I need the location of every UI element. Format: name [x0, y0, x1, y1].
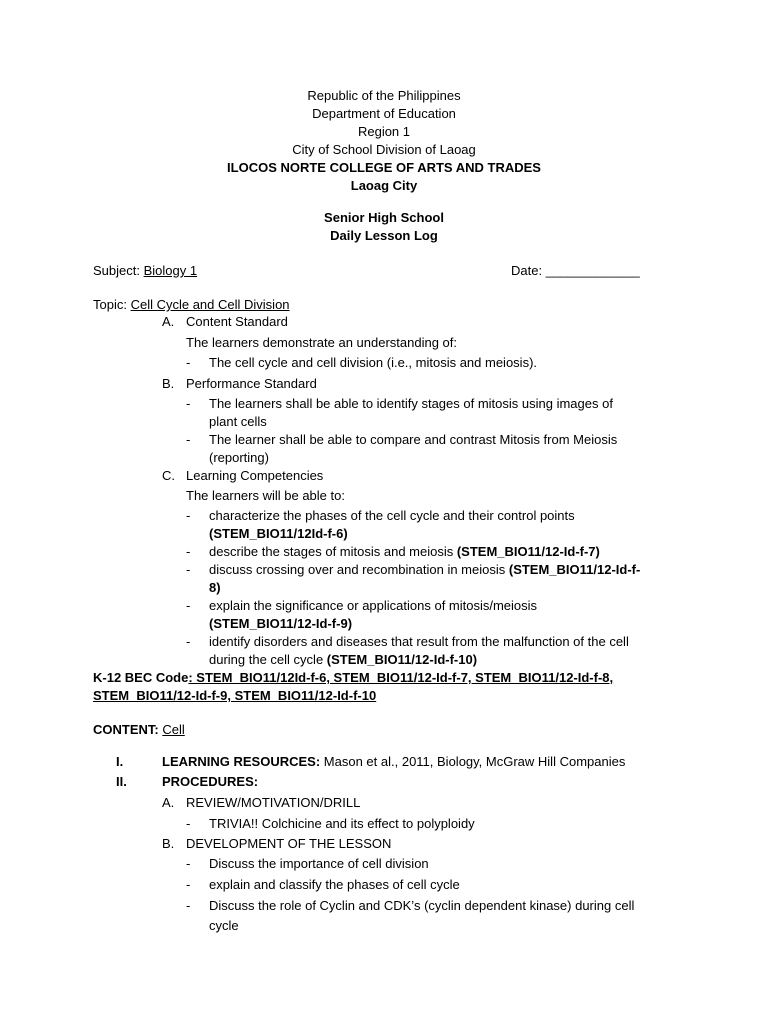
development-item-3-line-2: cycle	[209, 918, 239, 933]
development-item-1: Discuss the importance of cell division	[209, 856, 429, 871]
content-standard-intro: The learners demonstrate an understanding of:	[186, 335, 458, 350]
bullet-dash: -	[186, 856, 191, 871]
development-marker: B.	[162, 836, 175, 851]
competency-2-text: describe the stages of mitosis and meiosis	[209, 544, 457, 559]
development-title: DEVELOPMENT OF THE LESSON	[186, 836, 392, 851]
competency-1-code: (STEM_BIO11/12Id-f-6)	[209, 526, 348, 541]
header-division: City of School Division of Laoag	[292, 142, 476, 157]
performance-item-2-line-1: The learner shall be able to compare and contrast Mitosis from Meiosis	[209, 432, 618, 447]
header-city: Laoag City	[350, 178, 418, 193]
content-standard-title: Content Standard	[186, 314, 288, 329]
performance-standard-title: Performance Standard	[186, 376, 317, 391]
section-1-marker: I.	[116, 754, 124, 769]
competencies-title: Learning Competencies	[186, 468, 324, 483]
competency-5-line-2	[209, 652, 477, 668]
topic-line	[93, 297, 290, 313]
bec-code-label: K-12 BEC Code	[93, 670, 189, 685]
competency-1-line-1: characterize the phases of the cell cycle and their control points	[209, 508, 575, 523]
topic-value: Cell Cycle and Cell Division	[130, 297, 290, 312]
date-label: Date:	[511, 263, 546, 278]
performance-item-2-line-2: (reporting)	[209, 450, 269, 465]
header-republic: Republic of the Philippines	[307, 88, 461, 103]
review-item: TRIVIA!! Colchicine and its effect to polyploidy	[209, 816, 475, 831]
competency-2	[209, 544, 600, 560]
date-blank: _____________	[545, 263, 640, 278]
performance-item-1-line-2: plant cells	[209, 414, 267, 429]
performance-standard-marker: B.	[162, 376, 175, 391]
bullet-dash: -	[186, 877, 191, 892]
topic-label: Topic:	[93, 297, 131, 312]
learning-resources-label: LEARNING RESOURCES:	[162, 754, 324, 769]
bullet-dash: -	[186, 598, 191, 613]
review-title: REVIEW/MOTIVATION/DRILL	[186, 795, 361, 810]
performance-item-1-line-1: The learners shall be able to identify stages of mitosis using images of	[209, 396, 613, 411]
competency-4-code: (STEM_BIO11/12-Id-f-9)	[209, 616, 353, 631]
development-item-3-line-1: Discuss the role of Cyclin and CDK’s (cyclin dependent kinase) during cell	[209, 898, 635, 913]
competency-5-code: (STEM_BIO11/12-Id-f-10)	[326, 652, 478, 667]
bullet-dash: -	[186, 898, 191, 913]
bullet-dash: -	[186, 634, 191, 649]
subject-line	[93, 263, 197, 279]
header-region: Region 1	[357, 124, 411, 139]
competency-3	[209, 562, 640, 578]
bullet-dash: -	[186, 816, 191, 831]
learning-resources-value: Mason et al., 2011, Biology, McGraw Hill Companies	[323, 754, 626, 769]
bullet-dash: -	[186, 544, 191, 559]
content-label: CONTENT:	[93, 722, 163, 737]
bullet-dash: -	[186, 562, 191, 577]
competency-2-code: (STEM_BIO11/12-Id-f-7)	[456, 544, 600, 559]
header-department: Department of Education	[312, 106, 456, 121]
review-marker: A.	[162, 795, 175, 810]
competencies-intro: The learners will be able to:	[186, 488, 345, 503]
document-title: Daily Lesson Log	[330, 228, 438, 243]
bec-code-values-1: : STEM_BIO11/12Id-f-6, STEM_BIO11/12-Id-f-7, STEM_BIO11/12-Id-f-8,	[188, 670, 614, 685]
date-line	[511, 263, 640, 279]
bullet-dash: -	[186, 508, 191, 523]
bec-code-line-2: STEM_BIO11/12-Id-f-9, STEM_BIO11/12-Id-f-10	[93, 688, 377, 703]
competencies-marker: C.	[162, 468, 175, 483]
competency-3-text: discuss crossing over and recombination in meiosis	[209, 562, 509, 577]
subject-label: Subject:	[93, 263, 144, 278]
content-standard-item: The cell cycle and cell division (i.e., mitosis and meiosis).	[209, 355, 538, 370]
procedures-label: PROCEDURES:	[162, 774, 259, 789]
competency-3-code: (STEM_BIO11/12-Id-f-	[508, 562, 641, 577]
content-standard-marker: A.	[162, 314, 175, 329]
competency-5-line-1: identify disorders and diseases that result from the malfunction of the cell	[209, 634, 629, 649]
learning-resources	[162, 754, 625, 770]
header-level: Senior High School	[324, 210, 444, 225]
content-line	[93, 722, 185, 738]
competency-4-line-1: explain the significance or applications of mitosis/meiosis	[209, 598, 538, 613]
subject-value: Biology 1	[143, 263, 198, 278]
development-item-2: explain and classify the phases of cell cycle	[209, 877, 460, 892]
section-2-marker: II.	[116, 774, 127, 789]
competency-5-text: during the cell cycle	[209, 652, 327, 667]
bullet-dash: -	[186, 396, 191, 411]
competency-3-code-end: 8)	[209, 580, 221, 595]
header-school-name: ILOCOS NORTE COLLEGE OF ARTS AND TRADES	[227, 160, 541, 175]
bec-code-line-1	[93, 670, 613, 686]
bullet-dash: -	[186, 355, 191, 370]
bullet-dash: -	[186, 432, 191, 447]
content-value: Cell	[162, 722, 185, 737]
